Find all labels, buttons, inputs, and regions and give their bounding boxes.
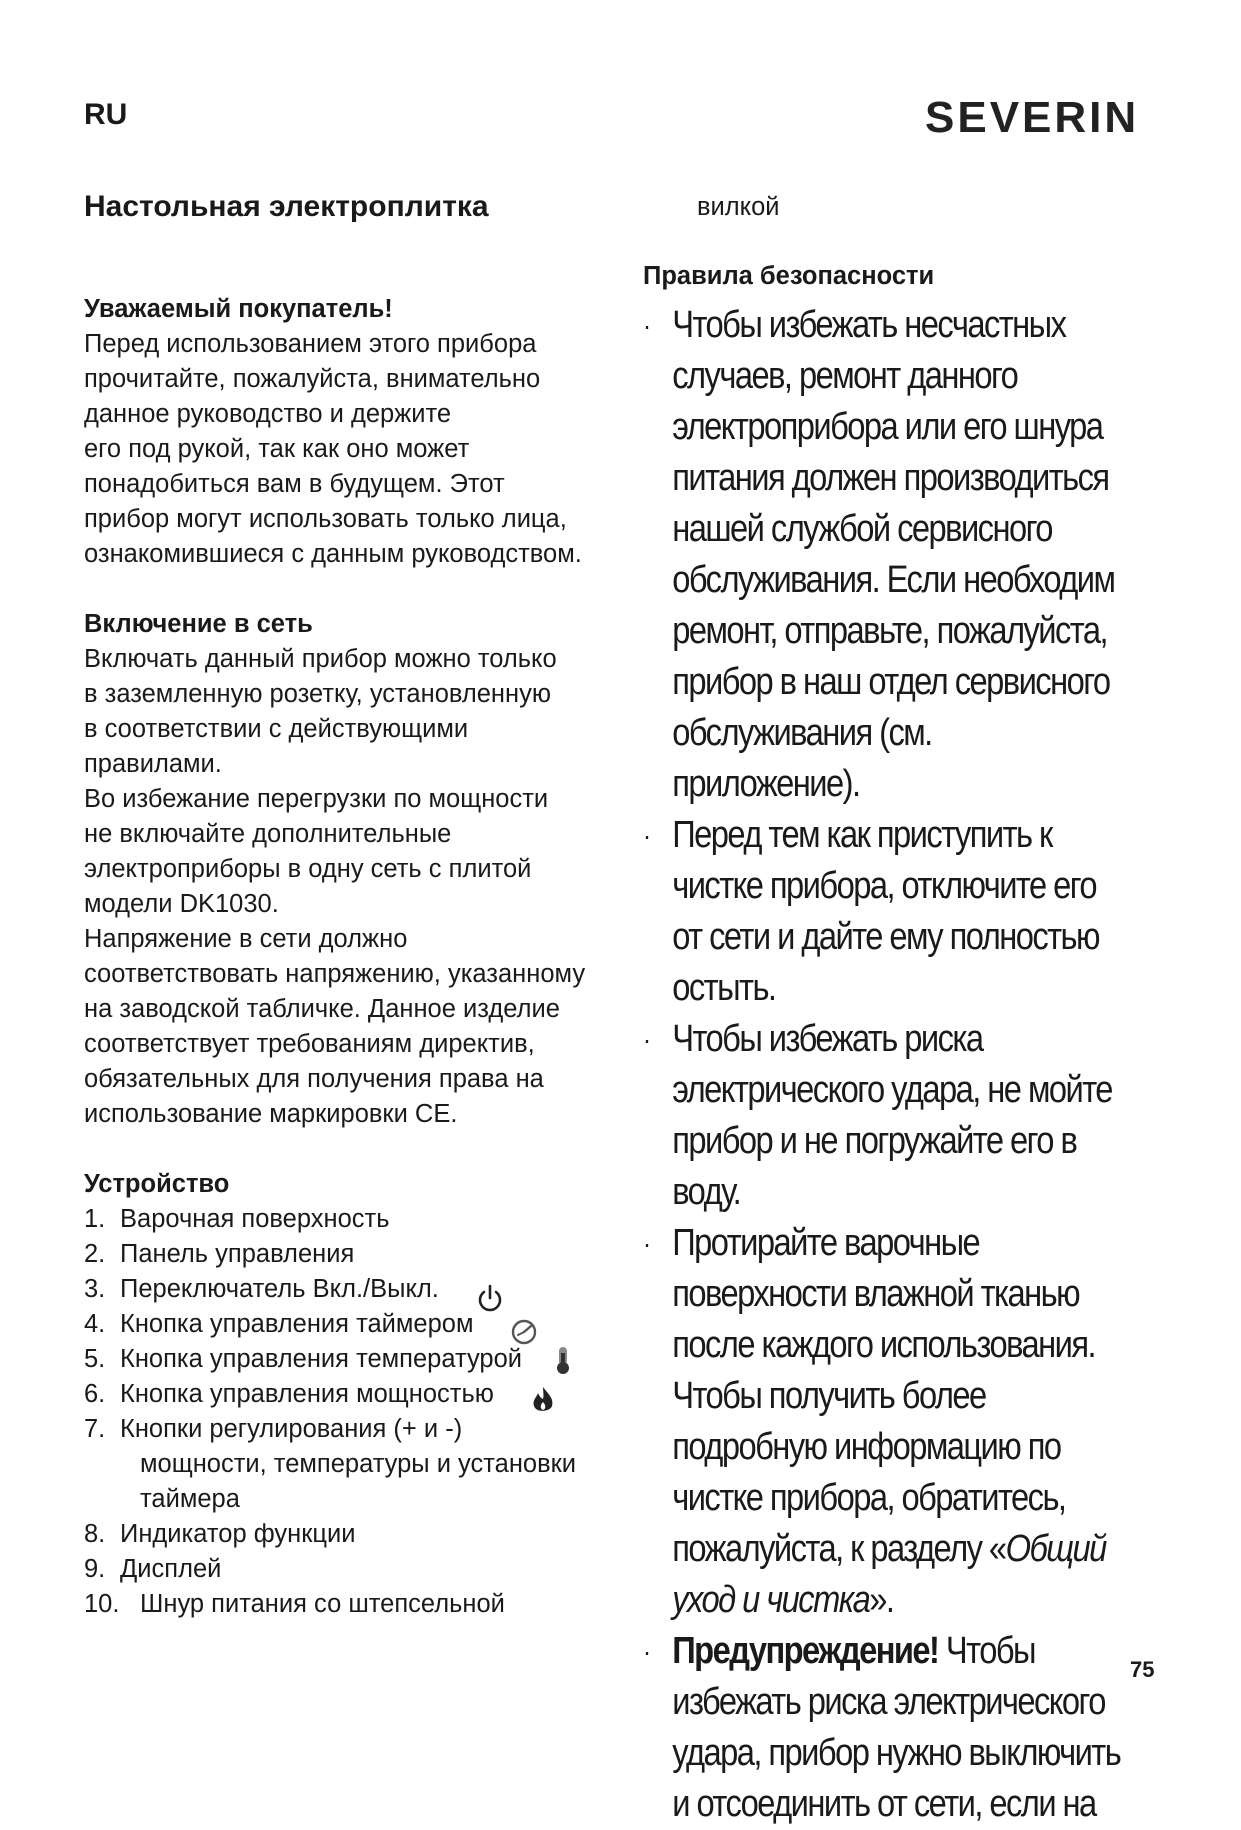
connection-line: обязательных для получения права на xyxy=(84,1065,544,1093)
device-heading: Устройство xyxy=(84,1170,230,1198)
connection-heading: Включение в сеть xyxy=(84,610,313,638)
safety-rules-list xyxy=(643,300,1125,1830)
intro-line: его под рукой, так как оно может xyxy=(84,435,470,463)
connection-line: не включайте дополнительные xyxy=(84,820,452,848)
connection-line: на заводской табличке. Данное изделие xyxy=(84,995,560,1023)
list-item: 6. Кнопка управления мощностью xyxy=(84,1380,494,1408)
connection-line: соответствует требованиям директив, xyxy=(84,1030,535,1058)
timer-icon xyxy=(509,1316,539,1346)
list-item: 5. Кнопка управления температурой xyxy=(84,1345,523,1373)
connection-line: в заземленную розетку, установленную xyxy=(84,680,551,708)
list-item-continuation: таймера xyxy=(140,1485,240,1513)
connection-line: Напряжение в сети должно xyxy=(84,925,408,953)
list-item: · Чтобы избежать риска электрического удара, не мойте прибор и не погружайте его в воду. xyxy=(643,1018,1112,1213)
list-item: 10. Шнур питания со штепсельной xyxy=(84,1590,505,1618)
list-item-continuation: вилкой xyxy=(697,193,780,221)
intro-line: ознакомившиеся с данным руководством. xyxy=(84,540,582,568)
list-item-continuation: мощности, температуры и установки xyxy=(140,1450,577,1478)
list-item: 8. Индикатор функции xyxy=(84,1520,356,1548)
power-icon xyxy=(475,1283,505,1313)
brand-logo: SEVERIN xyxy=(925,93,1140,142)
flame-icon xyxy=(528,1385,558,1415)
connection-line: в соответствии с действующими xyxy=(84,715,469,743)
intro-line: понадобиться вам в будущем. Этот xyxy=(84,470,505,498)
page-title: Настольная электроплитка xyxy=(84,190,489,223)
list-item: · Перед тем как приступить к чистке прибора, отключите его от сети и дайте ему полностью остыть. xyxy=(643,814,1100,1009)
intro-line: данное руководство и держите xyxy=(84,400,452,428)
connection-line: соответствовать напряжению, указанному xyxy=(84,960,586,988)
language-code: RU xyxy=(84,98,128,131)
list-item: 9. Дисплей xyxy=(84,1555,222,1583)
safety-heading: Правила безопасности xyxy=(643,262,935,290)
connection-line: Включать данный прибор можно только xyxy=(84,645,557,673)
connection-line: Во избежание перегрузки по мощности xyxy=(84,785,549,813)
list-item: 1. Варочная поверхность xyxy=(84,1205,390,1233)
thermometer-icon xyxy=(548,1345,578,1375)
list-item: 4. Кнопка управления таймером xyxy=(84,1310,474,1338)
list-item: 7. Кнопки регулирования (+ и -) xyxy=(84,1415,463,1443)
connection-line: использование маркировки CE. xyxy=(84,1100,458,1128)
intro-line: прибор могут использовать только лица, xyxy=(84,505,567,533)
connection-line: модели DK1030. xyxy=(84,890,279,918)
page-number: 75 xyxy=(1130,1657,1155,1682)
list-item: · Чтобы избежать несчастных случаев, ремонт данного электроприбора или его шнура питания должен производиться нашей службой сервисного обслуживания. Если необходим ремонт, отправьте, пожалуйста, прибор в наш отдел сервисного обслуживания (см. приложение). xyxy=(643,304,1115,805)
intro-line: Перед использованием этого прибора xyxy=(84,330,537,358)
connection-line: электроприборы в одну сеть с плитой xyxy=(84,855,532,883)
list-item: · Протирайте варочные поверхности влажной тканью после каждого использования. Чтобы получить более подробную информацию по чистке прибора, обратитесь, пожалуйста, к разделу «Общий уход и чистка». xyxy=(643,1222,1106,1621)
intro-heading: Уважаемый покупатель! xyxy=(84,295,393,323)
connection-line: правилами. xyxy=(84,750,222,778)
left-column xyxy=(84,292,644,1622)
device-parts-list xyxy=(84,1202,644,1622)
list-item: 3. Переключатель Вкл./Выкл. xyxy=(84,1275,439,1303)
warning-label: Предупреждение! xyxy=(672,1630,939,1672)
list-item: · Предупреждение! Чтобы избежать риска электрического удара, прибор нужно выключить и отсоединить от сети, если на xyxy=(643,1630,1121,1825)
intro-line: прочитайте, пожалуйста, внимательно xyxy=(84,365,541,393)
list-item: 2. Панель управления xyxy=(84,1240,355,1268)
